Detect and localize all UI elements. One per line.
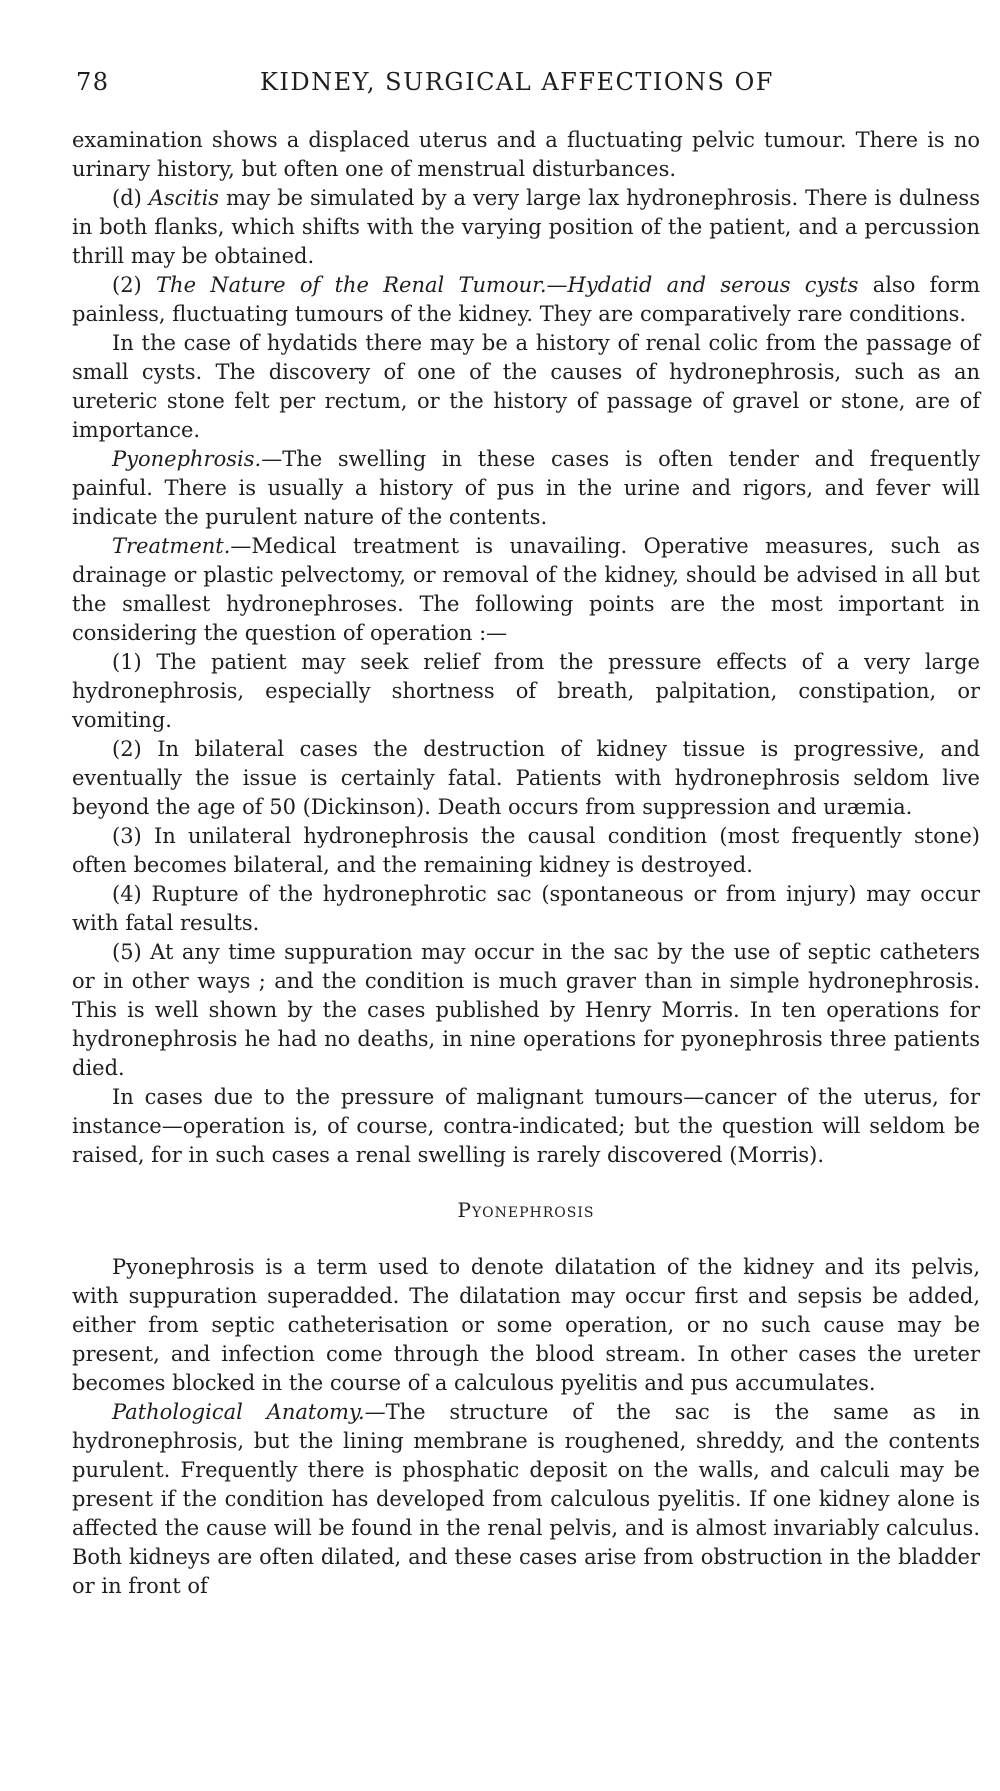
paragraph-text: —Medical treatment is unavailing. Operative measures, such as drainage or plastic pelvectomy, or removal of the kidney, should be advised in all but the smallest hydronephroses. The following points are the most important in considering the question of operation :— xyxy=(72,534,980,645)
paragraph-text: (3) In unilateral hydronephrosis the causal condition (most frequently stone) often becomes bilateral, and the remaining kidney is destroyed. xyxy=(72,824,980,877)
paragraph-text: (1) The patient may seek relief from the pressure effects of a very large hydronephrosis, especially shortness of breath, palpitation, constipation, or vomiting. xyxy=(72,650,980,732)
italic-term: Hydatid and serous cysts xyxy=(567,273,859,297)
page-number: 78 xyxy=(76,68,110,96)
body-text xyxy=(72,126,980,1601)
running-head-title: KIDNEY, SURGICAL AFFECTIONS OF xyxy=(260,68,774,96)
italic-term: Pathological Anatomy. xyxy=(112,1400,365,1424)
paragraph-pathological-anatomy xyxy=(72,1398,980,1601)
paragraph-ascitis xyxy=(72,184,980,271)
running-head xyxy=(72,58,980,98)
paragraph-pyonephrosis-definition xyxy=(72,1253,980,1398)
paragraph-point-3 xyxy=(72,822,980,880)
section-heading: Pyonephrosis xyxy=(457,1198,595,1222)
paragraph-1 xyxy=(72,126,980,184)
italic-term: The Nature of the Renal Tumour. xyxy=(156,273,547,297)
paragraph-text: examination shows a displaced uterus and a fluctuating pelvic tumour. There is no urinary history, but often one of menstrual disturbances. xyxy=(72,128,980,181)
paragraph-text: may be simulated by a very large lax hydronephrosis. There is dulness in both flanks, which shifts with the varying position of the patient, and a percussion thrill may be obtained. xyxy=(72,186,980,268)
paragraph-point-2 xyxy=(72,735,980,822)
paragraph-treatment xyxy=(72,532,980,648)
paragraph-text: —The swelling in these cases is often tender and frequently painful. There is usually a history of pus in the urine and rigors, and fever will indicate the purulent nature of the contents. xyxy=(72,447,980,529)
paragraph-text: (4) Rupture of the hydronephrotic sac (spontaneous or from injury) may occur with fatal results. xyxy=(72,882,980,935)
paragraph-text: —The structure of the sac is the same as in hydronephrosis, but the lining membrane is roughened, shreddy, and the contents purulent. Frequently there is phosphatic deposit on the walls, and calculi may be present if the condition has developed from calculous pyelitis. If one kidney alone is affected the cause will be found in the renal pelvis, and is almost invariably calculus. Both kidneys are often dilated, and these cases arise from obstruction in the bladder or in front of xyxy=(72,1400,980,1598)
paragraph-hydatids xyxy=(72,329,980,445)
paragraph-point-5 xyxy=(72,938,980,1083)
italic-term: Treatment. xyxy=(112,534,231,558)
dash: — xyxy=(546,273,568,297)
paragraph-pyonephrosis xyxy=(72,445,980,532)
paragraph-text: (5) At any time suppuration may occur in the sac by the use of septic catheters or in other ways ; and the condition is much graver than in simple hydronephrosis. This is well shown by the cases published by Henry Morris. In ten operations for hydronephrosis he had no deaths, in nine operations for pyonephrosis three patients died. xyxy=(72,940,980,1080)
italic-term: Pyonephrosis. xyxy=(112,447,262,471)
paragraph-text: (2) In bilateral cases the destruction of kidney tissue is progressive, and eventually the issue is certainly fatal. Patients with hydronephrosis seldom live beyond the age of 50 (Dickinson). Death occurs from suppression and uræmia. xyxy=(72,737,980,819)
book-page xyxy=(72,58,980,1601)
paragraph-point-4 xyxy=(72,880,980,938)
paragraph-point-1 xyxy=(72,648,980,735)
list-marker: (2) xyxy=(112,273,157,297)
paragraph-text: In cases due to the pressure of malignant tumours—cancer of the uterus, for instance—operation is, of course, contra-indicated; but the question will seldom be raised, for in such cases a renal swelling is rarely discovered (Morris). xyxy=(72,1085,980,1167)
paragraph-text: also form painless, fluctuating tumours of the kidney. They are comparatively rare conditions. xyxy=(72,273,981,326)
italic-term: Ascitis xyxy=(148,186,220,210)
paragraph-text: Pyonephrosis is a term used to denote dilatation of the kidney and its pelvis, with suppuration superadded. The dilatation may occur first and sepsis be added, either from septic catheterisation or some operation, or no such cause may be present, and infection come through the blood stream. In other cases the ureter becomes blocked in the course of a calculous pyelitis and pus accumulates. xyxy=(72,1255,980,1395)
list-marker: (d) xyxy=(112,186,149,210)
paragraph-text: In the case of hydatids there may be a history of renal colic from the passage of small cysts. The discovery of one of the causes of hydronephrosis, such as an ureteric stone felt per rectum, or the history of passage of gravel or stone, are of importance. xyxy=(72,331,980,442)
paragraph-renal-tumour xyxy=(72,271,980,329)
paragraph-malignant-tumours xyxy=(72,1083,980,1170)
